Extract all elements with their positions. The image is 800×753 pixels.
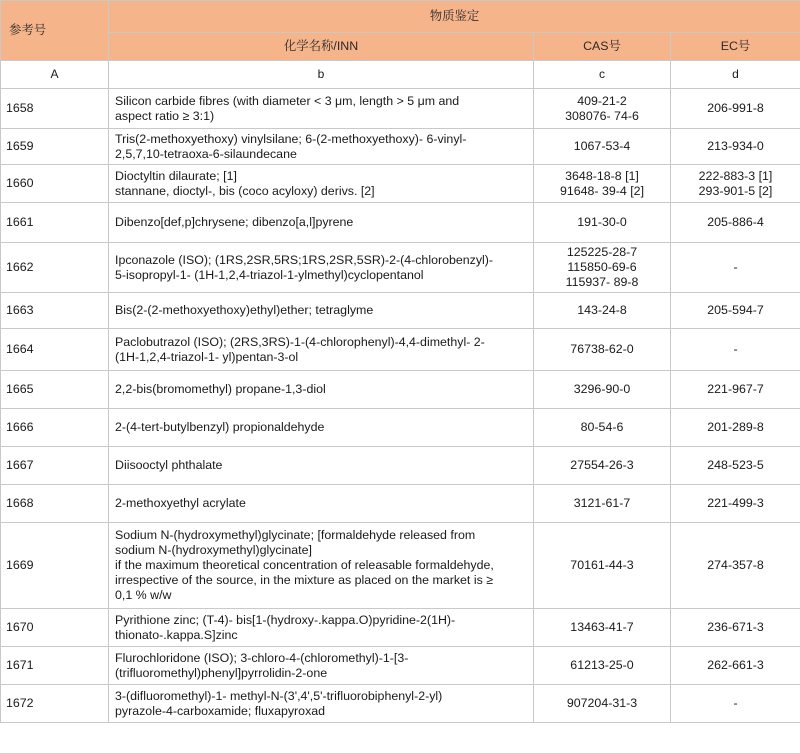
cas-number-cell-line: 76738-62-0 bbox=[570, 342, 634, 356]
cas-number-cell-line: 125225-28-7 bbox=[566, 245, 638, 259]
ec-number-cell-line: 221-499-3 bbox=[707, 496, 764, 510]
chemical-name-cell bbox=[109, 371, 534, 409]
ref-number-cell: 1661 bbox=[1, 203, 109, 243]
cas-number-cell-line: 3648-18-8 [1] bbox=[565, 168, 639, 183]
chemical-name-cell bbox=[109, 203, 534, 243]
chemical-name-cell-line: Bis(2-(2-methoxyethoxy)ethyl)ether; tetraglyme bbox=[115, 303, 374, 317]
column-letter-a: A bbox=[1, 61, 109, 89]
ec-number-cell-line: - bbox=[733, 342, 738, 356]
ec-number-cell bbox=[671, 243, 800, 293]
chemical-name-cell-line: aspect ratio ≥ 3:1) bbox=[115, 108, 215, 123]
chemical-name-cell bbox=[109, 129, 534, 165]
cas-number-cell bbox=[534, 447, 671, 485]
cas-number-cell-line: 80-54-6 bbox=[580, 420, 624, 434]
table-row bbox=[1, 409, 800, 447]
chemical-name-cell-line: 2-methoxyethyl acrylate bbox=[115, 496, 246, 510]
ref-number-cell: 1667 bbox=[1, 447, 109, 485]
cas-number-cell-line: 1067-53-4 bbox=[573, 139, 631, 153]
cas-number-cell-line: 907204-31-3 bbox=[566, 696, 638, 710]
chemical-name-cell-line: Sodium N-(hydroxymethyl)glycinate; [formaldehyde released from bbox=[115, 528, 476, 542]
cas-number-cell bbox=[534, 371, 671, 409]
table-row bbox=[1, 447, 800, 485]
table-row bbox=[1, 647, 800, 685]
table-row bbox=[1, 243, 800, 293]
cas-number-cell bbox=[534, 89, 671, 129]
chemical-name-cell-line: Paclobutrazol (ISO); (2RS,3RS)-1-(4-chlorophenyl)-4,4-dimethyl- 2- bbox=[115, 334, 485, 349]
chemical-name-cell-line: thionato-.kappa.S]zinc bbox=[115, 627, 238, 642]
cas-number-cell bbox=[534, 647, 671, 685]
cas-number-header: CAS号 bbox=[534, 33, 671, 61]
ec-number-cell-line: 201-289-8 bbox=[707, 420, 764, 434]
table-row bbox=[1, 371, 800, 409]
cas-number-cell bbox=[534, 523, 671, 609]
cas-number-cell-line: 27554-26-3 bbox=[570, 458, 634, 472]
cas-number-cell-line: 308076- 74-6 bbox=[565, 108, 639, 123]
chemical-name-cell-line: Ipconazole (ISO); (1RS,2SR,5RS;1RS,2SR,5SR)-2-(4-chlorobenzyl)- bbox=[115, 252, 494, 267]
table-row bbox=[1, 129, 800, 165]
table-row bbox=[1, 523, 800, 609]
ec-number-cell bbox=[671, 523, 800, 609]
chemical-name-cell-line: Pyrithione zinc; (T-4)- bis[1-(hydroxy-.kappa.O)pyridine-2(1H)- bbox=[115, 612, 456, 627]
table-row bbox=[1, 609, 800, 647]
ec-number-cell bbox=[671, 165, 800, 203]
chemical-name-cell-line: Flurochloridone (ISO); 3-chloro-4-(chloromethyl)-1-[3- bbox=[115, 650, 409, 665]
ec-number-cell bbox=[671, 485, 800, 523]
ref-number-cell: 1666 bbox=[1, 409, 109, 447]
chemical-name-cell-line: 3-(difluoromethyl)-1- methyl-N-(3',4',5'-trifluorobiphenyl-2-yl) bbox=[115, 688, 443, 703]
table-row bbox=[1, 165, 800, 203]
chemical-name-cell bbox=[109, 447, 534, 485]
table-row bbox=[1, 485, 800, 523]
ref-number-header: 参考号 bbox=[1, 1, 109, 61]
ec-number-cell bbox=[671, 293, 800, 329]
cas-number-cell-line: 191-30-0 bbox=[577, 215, 627, 229]
ec-number-cell-line: 274-357-8 bbox=[707, 558, 764, 572]
chemical-name-cell bbox=[109, 523, 534, 609]
chemical-name-cell-line: sodium N-(hydroxymethyl)glycinate] bbox=[115, 543, 312, 557]
column-letter-b: b bbox=[109, 61, 534, 89]
chemical-name-cell-line: Dibenzo[def,p]chrysene; dibenzo[a,l]pyrene bbox=[115, 215, 354, 229]
table-row bbox=[1, 89, 800, 129]
ref-number-cell: 1669 bbox=[1, 523, 109, 609]
cas-number-cell-line: 115937- 89-8 bbox=[565, 275, 639, 289]
chemical-name-cell bbox=[109, 409, 534, 447]
ec-number-cell-line: 213-934-0 bbox=[707, 139, 764, 153]
chemical-name-cell-line: 5-isopropyl-1- (1H-1,2,4-triazol-1-ylmethyl)cyclopentanol bbox=[115, 267, 424, 282]
cas-number-cell bbox=[534, 609, 671, 647]
cas-number-cell-line: 61213-25-0 bbox=[570, 658, 634, 672]
cas-number-cell-line: 13463-41-7 bbox=[570, 620, 634, 634]
ref-number-cell: 1671 bbox=[1, 647, 109, 685]
chemical-name-cell-line: (1H-1,2,4-triazol-1- yl)pentan-3-ol bbox=[115, 349, 299, 364]
ec-number-cell bbox=[671, 371, 800, 409]
cas-number-cell bbox=[534, 409, 671, 447]
ec-number-cell bbox=[671, 129, 800, 165]
cas-number-cell-line: 3121-61-7 bbox=[573, 496, 631, 510]
chemical-name-cell bbox=[109, 485, 534, 523]
ref-number-cell: 1658 bbox=[1, 89, 109, 129]
table-row bbox=[1, 685, 800, 723]
cas-number-cell-line: 91648- 39-4 [2] bbox=[559, 183, 645, 198]
chemical-name-cell bbox=[109, 609, 534, 647]
ec-number-header: EC号 bbox=[671, 33, 800, 61]
ref-number-cell: 1670 bbox=[1, 609, 109, 647]
table-row bbox=[1, 203, 800, 243]
chemical-name-cell-line: 0,1 % w/w bbox=[115, 588, 172, 602]
ec-number-cell bbox=[671, 609, 800, 647]
ref-number-cell: 1672 bbox=[1, 685, 109, 723]
cas-number-cell bbox=[534, 485, 671, 523]
ref-number-cell: 1663 bbox=[1, 293, 109, 329]
chemical-name-cell-line: 2,2-bis(bromomethyl) propane-1,3-diol bbox=[115, 382, 326, 396]
chemical-name-cell bbox=[109, 647, 534, 685]
chemical-name-cell bbox=[109, 329, 534, 371]
ec-number-cell-line: - bbox=[733, 696, 738, 710]
chemical-name-cell bbox=[109, 685, 534, 723]
ec-number-cell-line: - bbox=[733, 260, 738, 274]
ec-number-cell-line: 206-991-8 bbox=[707, 101, 764, 115]
ref-number-cell: 1660 bbox=[1, 165, 109, 203]
table-row bbox=[1, 329, 800, 371]
chemical-name-cell-line: if the maximum theoretical concentration of releasable formaldehyde, bbox=[115, 558, 494, 572]
ec-number-cell-line: 205-886-4 bbox=[707, 215, 764, 229]
ref-number-cell: 1665 bbox=[1, 371, 109, 409]
chemical-name-cell-line: 2-(4-tert-butylbenzyl) propionaldehyde bbox=[115, 420, 325, 434]
cas-number-cell bbox=[534, 243, 671, 293]
chemical-name-cell-line: stannane, dioctyl-, bis (coco acyloxy) derivs. [2] bbox=[115, 183, 375, 198]
cas-number-cell-line: 143-24-8 bbox=[577, 303, 627, 317]
ec-number-cell-line: 293-901-5 [2] bbox=[698, 183, 773, 198]
ec-number-cell-line: 222-883-3 [1] bbox=[698, 168, 773, 183]
ec-number-cell bbox=[671, 447, 800, 485]
column-letter-d: d bbox=[671, 61, 800, 89]
ref-number-cell: 1659 bbox=[1, 129, 109, 165]
chemical-name-cell-line: pyrazole-4-carboxamide; fluxapyroxad bbox=[115, 703, 326, 718]
cas-number-cell-line: 3296-90-0 bbox=[573, 382, 631, 396]
column-letter-c: c bbox=[534, 61, 671, 89]
table-row bbox=[1, 293, 800, 329]
ec-number-cell bbox=[671, 409, 800, 447]
ec-number-cell bbox=[671, 329, 800, 371]
cas-number-cell bbox=[534, 129, 671, 165]
chemical-name-cell bbox=[109, 165, 534, 203]
ref-number-cell: 1664 bbox=[1, 329, 109, 371]
cas-number-cell bbox=[534, 329, 671, 371]
chemical-name-cell bbox=[109, 243, 534, 293]
chemical-name-header: 化学名称/INN bbox=[109, 33, 534, 61]
ec-number-cell-line: 248-523-5 bbox=[707, 458, 764, 472]
ec-number-cell bbox=[671, 89, 800, 129]
cas-number-cell bbox=[534, 165, 671, 203]
ec-number-cell-line: 221-967-7 bbox=[707, 382, 764, 396]
ec-number-cell-line: 236-671-3 bbox=[707, 620, 764, 634]
cas-number-cell bbox=[534, 685, 671, 723]
chemical-name-cell bbox=[109, 89, 534, 129]
cas-number-cell-line: 115850-69-6 bbox=[567, 260, 637, 274]
substance-identification-header: 物质鉴定 bbox=[109, 1, 800, 33]
ec-number-cell bbox=[671, 203, 800, 243]
chemical-name-cell bbox=[109, 293, 534, 329]
chemical-name-cell-line: (trifluoromethyl)phenyl]pyrrolidin-2-one bbox=[115, 665, 328, 680]
chemical-name-cell-line: Dioctyltin dilaurate; [1] bbox=[115, 168, 237, 183]
ec-number-cell-line: 262-661-3 bbox=[707, 658, 764, 672]
chemical-name-cell-line: Silicon carbide fibres (with diameter < 3 μm, length > 5 μm and bbox=[115, 93, 460, 108]
chemical-name-cell-line: Diisooctyl phthalate bbox=[115, 458, 223, 472]
cas-number-cell bbox=[534, 293, 671, 329]
cas-number-cell-line: 409-21-2 bbox=[577, 93, 627, 108]
cas-number-cell-line: 70161-44-3 bbox=[570, 558, 634, 572]
ref-number-cell: 1662 bbox=[1, 243, 109, 293]
ref-number-cell: 1668 bbox=[1, 485, 109, 523]
ec-number-cell bbox=[671, 647, 800, 685]
ec-number-cell-line: 205-594-7 bbox=[707, 303, 764, 317]
chemical-name-cell-line: irrespective of the source, in the mixture as placed on the market is ≥ bbox=[115, 573, 494, 587]
ec-number-cell bbox=[671, 685, 800, 723]
chemical-name-cell-line: Tris(2-methoxyethoxy) vinylsilane; 6-(2-methoxyethoxy)- 6-vinyl- bbox=[115, 131, 467, 146]
chemical-name-cell-line: 2,5,7,10-tetraoxa-6-silaundecane bbox=[115, 146, 297, 161]
cas-number-cell bbox=[534, 203, 671, 243]
